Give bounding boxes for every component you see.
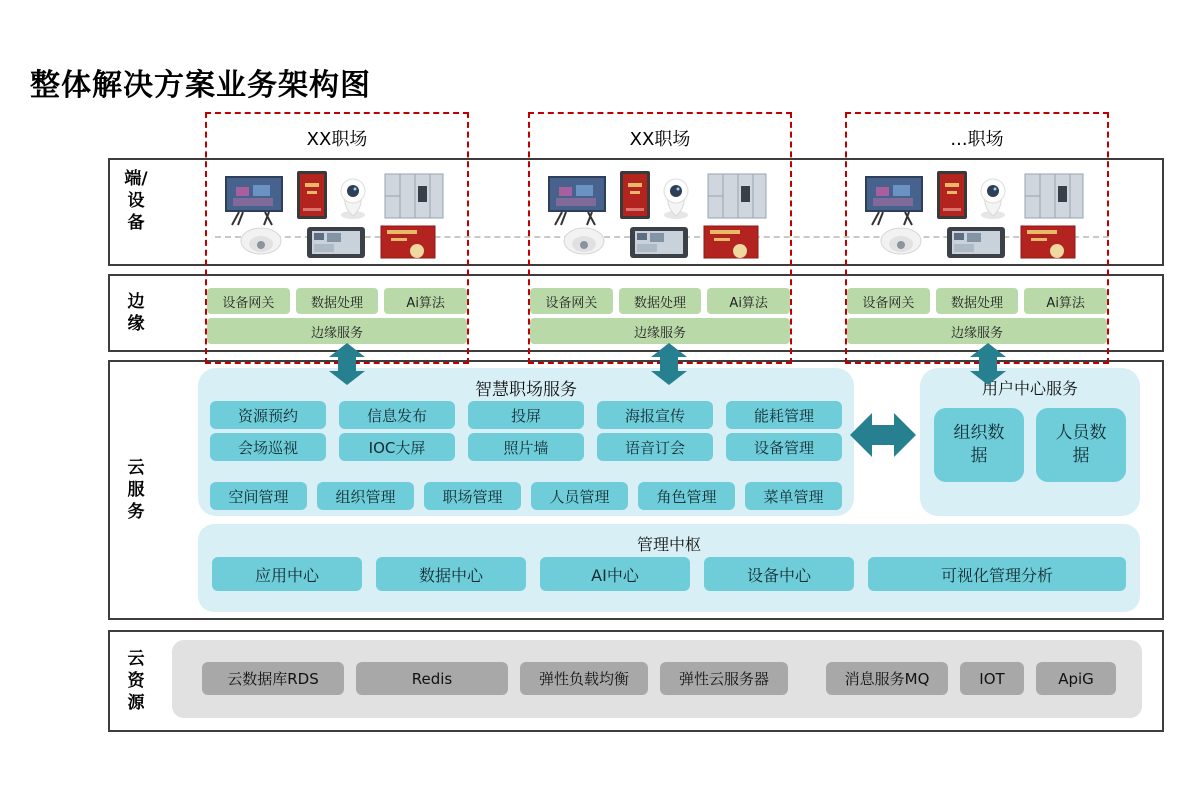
edge-button: 设备网关 [847,288,930,314]
cloud-service-button: 语音订会 [597,433,713,461]
hub-center-button: 数据中心 [376,557,526,591]
cloud-service-button: 能耗管理 [726,401,842,429]
cloud-resources-panel [172,640,1142,718]
edge-button: 数据处理 [619,288,702,314]
resource-button: Redis [356,662,508,695]
cloud-service-button: 投屏 [468,401,584,429]
edge-service-bar-3: 边缘服务 [847,318,1107,344]
workplace-label: ...职场 [950,129,1004,150]
resource-button: 弹性云服务器 [660,662,788,695]
cloud-service-button: 照片墙 [468,433,584,461]
smart-workplace-panel [198,368,854,516]
user-center-buttons [934,408,1126,482]
cloud-service-button: 空间管理 [210,482,307,510]
cloud-service-button: 海报宣传 [597,401,713,429]
smart-service-row-1 [210,401,842,429]
edge-button: 数据处理 [296,288,379,314]
user-center-title: 用户中心服务 [981,379,1078,398]
cloud-service-button: 角色管理 [638,482,735,510]
cloud-service-button: 信息发布 [339,401,455,429]
hub-center-button: 可视化管理分析 [868,557,1126,591]
band-label-resource: 云资源 [127,649,145,713]
resource-button: ApiG [1036,662,1116,695]
management-hub-title: 管理中枢 [636,535,701,554]
vertical-double-arrow-icon [329,343,365,385]
edge-button: 数据处理 [936,288,1019,314]
smart-workplace-title: 智慧职场服务 [475,380,577,400]
cloud-resources-buttons [202,662,1116,695]
edge-button: Ai算法 [707,288,790,314]
resource-button: 弹性负载均衡 [520,662,648,695]
cloud-service-button: IOC大屏 [339,433,455,461]
edge-button: 设备网关 [207,288,290,314]
workplace-label: XX职场 [306,129,368,150]
hub-center-button: 应用中心 [212,557,362,591]
vertical-double-arrow-icon [651,343,687,385]
hub-center-button: 设备中心 [704,557,854,591]
smart-service-row-3 [210,482,842,510]
smart-service-row-2 [210,433,842,461]
page-title: 整体解决方案业务架构图 [30,68,371,103]
workplace-label: XX职场 [629,129,691,150]
hub-center-button: AI中心 [540,557,690,591]
horizontal-double-arrow-icon [850,407,916,463]
cloud-service-button: 资源预约 [210,401,326,429]
user-data-button: 组织数据 [934,408,1024,482]
user-center-panel [920,368,1140,516]
edge-buttons-group-2 [530,288,790,314]
user-data-button: 人员数据 [1036,408,1126,482]
edge-service-bar-1: 边缘服务 [207,318,467,344]
resource-button: 消息服务MQ [826,662,948,695]
edge-button: Ai算法 [1024,288,1107,314]
resource-button: 云数据库RDS [202,662,344,695]
edge-button: 设备网关 [530,288,613,314]
band-label-device: 端/设备 [124,169,148,233]
edge-service-bar-2: 边缘服务 [530,318,790,344]
cloud-service-button: 组织管理 [317,482,414,510]
edge-buttons-group-3 [847,288,1107,314]
edge-buttons-group-1 [207,288,467,314]
cloud-service-button: 设备管理 [726,433,842,461]
management-hub-buttons [212,557,1126,591]
cloud-service-button: 人员管理 [531,482,628,510]
band-label-edge: 边缘 [127,292,145,334]
cloud-service-button: 菜单管理 [745,482,842,510]
vertical-double-arrow-icon [970,343,1006,385]
cloud-service-button: 会场巡视 [210,433,326,461]
cloud-service-button: 职场管理 [424,482,521,510]
management-hub-panel [198,524,1140,612]
edge-button: Ai算法 [384,288,467,314]
band-label-cloud: 云服务 [127,458,145,522]
resource-button: IOT [960,662,1024,695]
